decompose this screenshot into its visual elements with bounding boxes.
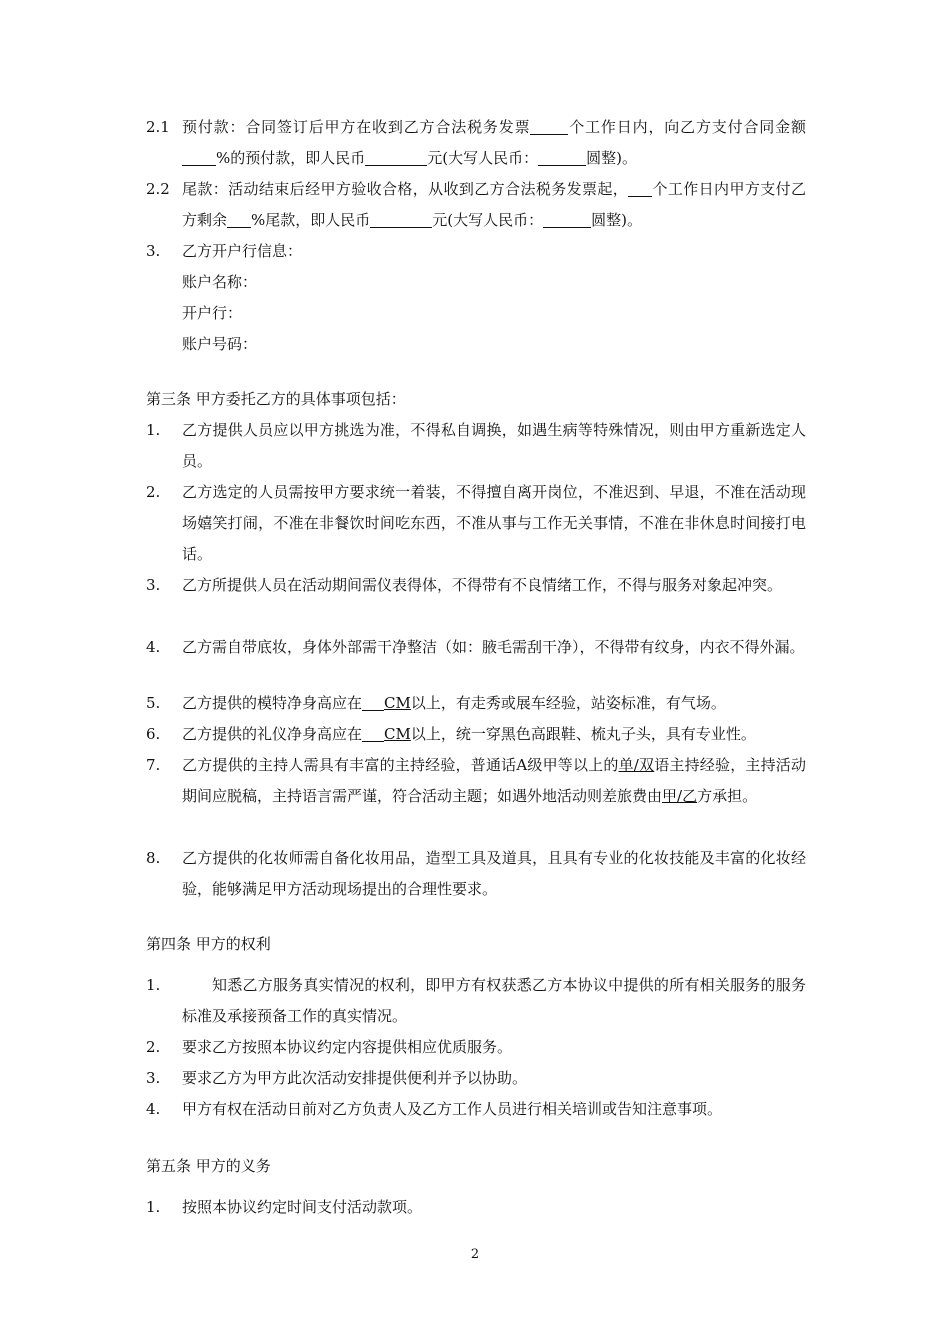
article-3-heading: 第三条 甲方委托乙方的具体事项包括： [146, 390, 406, 408]
account-number-label: 账户号码： [182, 335, 258, 353]
blank-field [362, 725, 384, 742]
clause-number: 2.1 [146, 118, 170, 136]
article-3-item-1: 1. 乙方提供人员应以甲方挑选为准，不得私自调换，如遇生病等特殊情况，则由甲方重新选定人员。 [146, 421, 806, 470]
blank-field [227, 211, 251, 228]
blank-field [628, 180, 652, 197]
article-3-item-7: 7. 乙方提供的主持人需具有丰富的主持经验，普通话A级甲等以上的单/双语主持经验，主持活动期间应脱稿，主持语言需严谨，符合活动主题；如遇外地活动则差旅费由甲/乙方承担。 [146, 756, 806, 805]
clause-3-bank-info: 3. 乙方开户行信息： [146, 236, 806, 267]
article-3-item-2: 2. 乙方选定的人员需按甲方要求统一着装，不得擅自离开岗位，不准迟到、早退，不准在活动现场嬉笑打闹，不准在非餐饮时间吃东西，不准从事与工作无关事情，不准在非休息时间接打电话。 [146, 483, 806, 563]
bank-label: 开户行： [182, 304, 243, 322]
article-5-heading: 第五条 甲方的义务 [146, 1157, 271, 1175]
article-3-item-4: 4. 乙方需自带底妆，身体外部需干净整洁（如：腋毛需刮干净），不得带有纹身，内衣不得外漏。 [146, 638, 805, 656]
clause-2-2: 2.2 尾款：活动结束后经甲方验收合格，从收到乙方合法税务发票起， 个工作日内甲方支付乙方剩余 %尾款，即人民币 元(大写人民币： 圆整)。 [146, 174, 806, 236]
blank-field [538, 149, 586, 166]
article-4-heading: 第四条 甲方的权利 [146, 935, 271, 953]
blank-field [362, 694, 384, 711]
clause-number: 2.2 [146, 180, 170, 198]
blank-field [182, 149, 216, 166]
clause-2-1: 2.1 预付款：合同签订后甲方在收到乙方合法税务发票 个工作日内，向乙方支付合同金额%的预付款，即人民币 元(大写人民币： 圆整)。 [146, 112, 806, 174]
article-3-item-6: 6. 乙方提供的礼仪净身高应在 CM以上，统一穿黑色高跟鞋、梳丸子头，具有专业性。 [146, 725, 756, 743]
article-3-item-3: 3. 乙方所提供人员在活动期间需仪表得体，不得带有不良情绪工作，不得与服务对象起冲突。 [146, 576, 783, 594]
article-4-item-4: 4. 甲方有权在活动日前对乙方负责人及乙方工作人员进行相关培训或告知注意事项。 [146, 1100, 723, 1118]
account-name-label: 账户名称： [182, 273, 258, 291]
blank-field [365, 149, 427, 166]
blank-field [370, 211, 432, 228]
article-4-item-1: 1. 知悉乙方服务真实情况的权利，即甲方有权获悉乙方本协议中提供的所有相关服务的服务标准及承接预备工作的真实情况。 [146, 976, 806, 1025]
page-number: 2 [470, 1247, 480, 1262]
article-4-item-2: 2. 要求乙方按照本协议约定内容提供相应优质服务。 [146, 1038, 513, 1056]
article-5-item-1: 1. 按照本协议约定时间支付活动款项。 [146, 1198, 423, 1216]
clause-number: 3. [146, 242, 161, 260]
article-3-item-8: 8. 乙方提供的化妆师需自备化妆用品，造型工具及道具，且具有专业的化妆技能及丰富的化妆经验，能够满足甲方活动现场提出的合理性要求。 [146, 849, 806, 898]
article-3-item-5: 5. 乙方提供的模特净身高应在 CM以上，有走秀或展车经验，站姿标准，有气场。 [146, 694, 726, 712]
blank-field [543, 211, 591, 228]
blank-field [530, 118, 568, 135]
article-4-item-3: 3. 要求乙方为甲方此次活动安排提供便利并予以协助。 [146, 1069, 528, 1087]
